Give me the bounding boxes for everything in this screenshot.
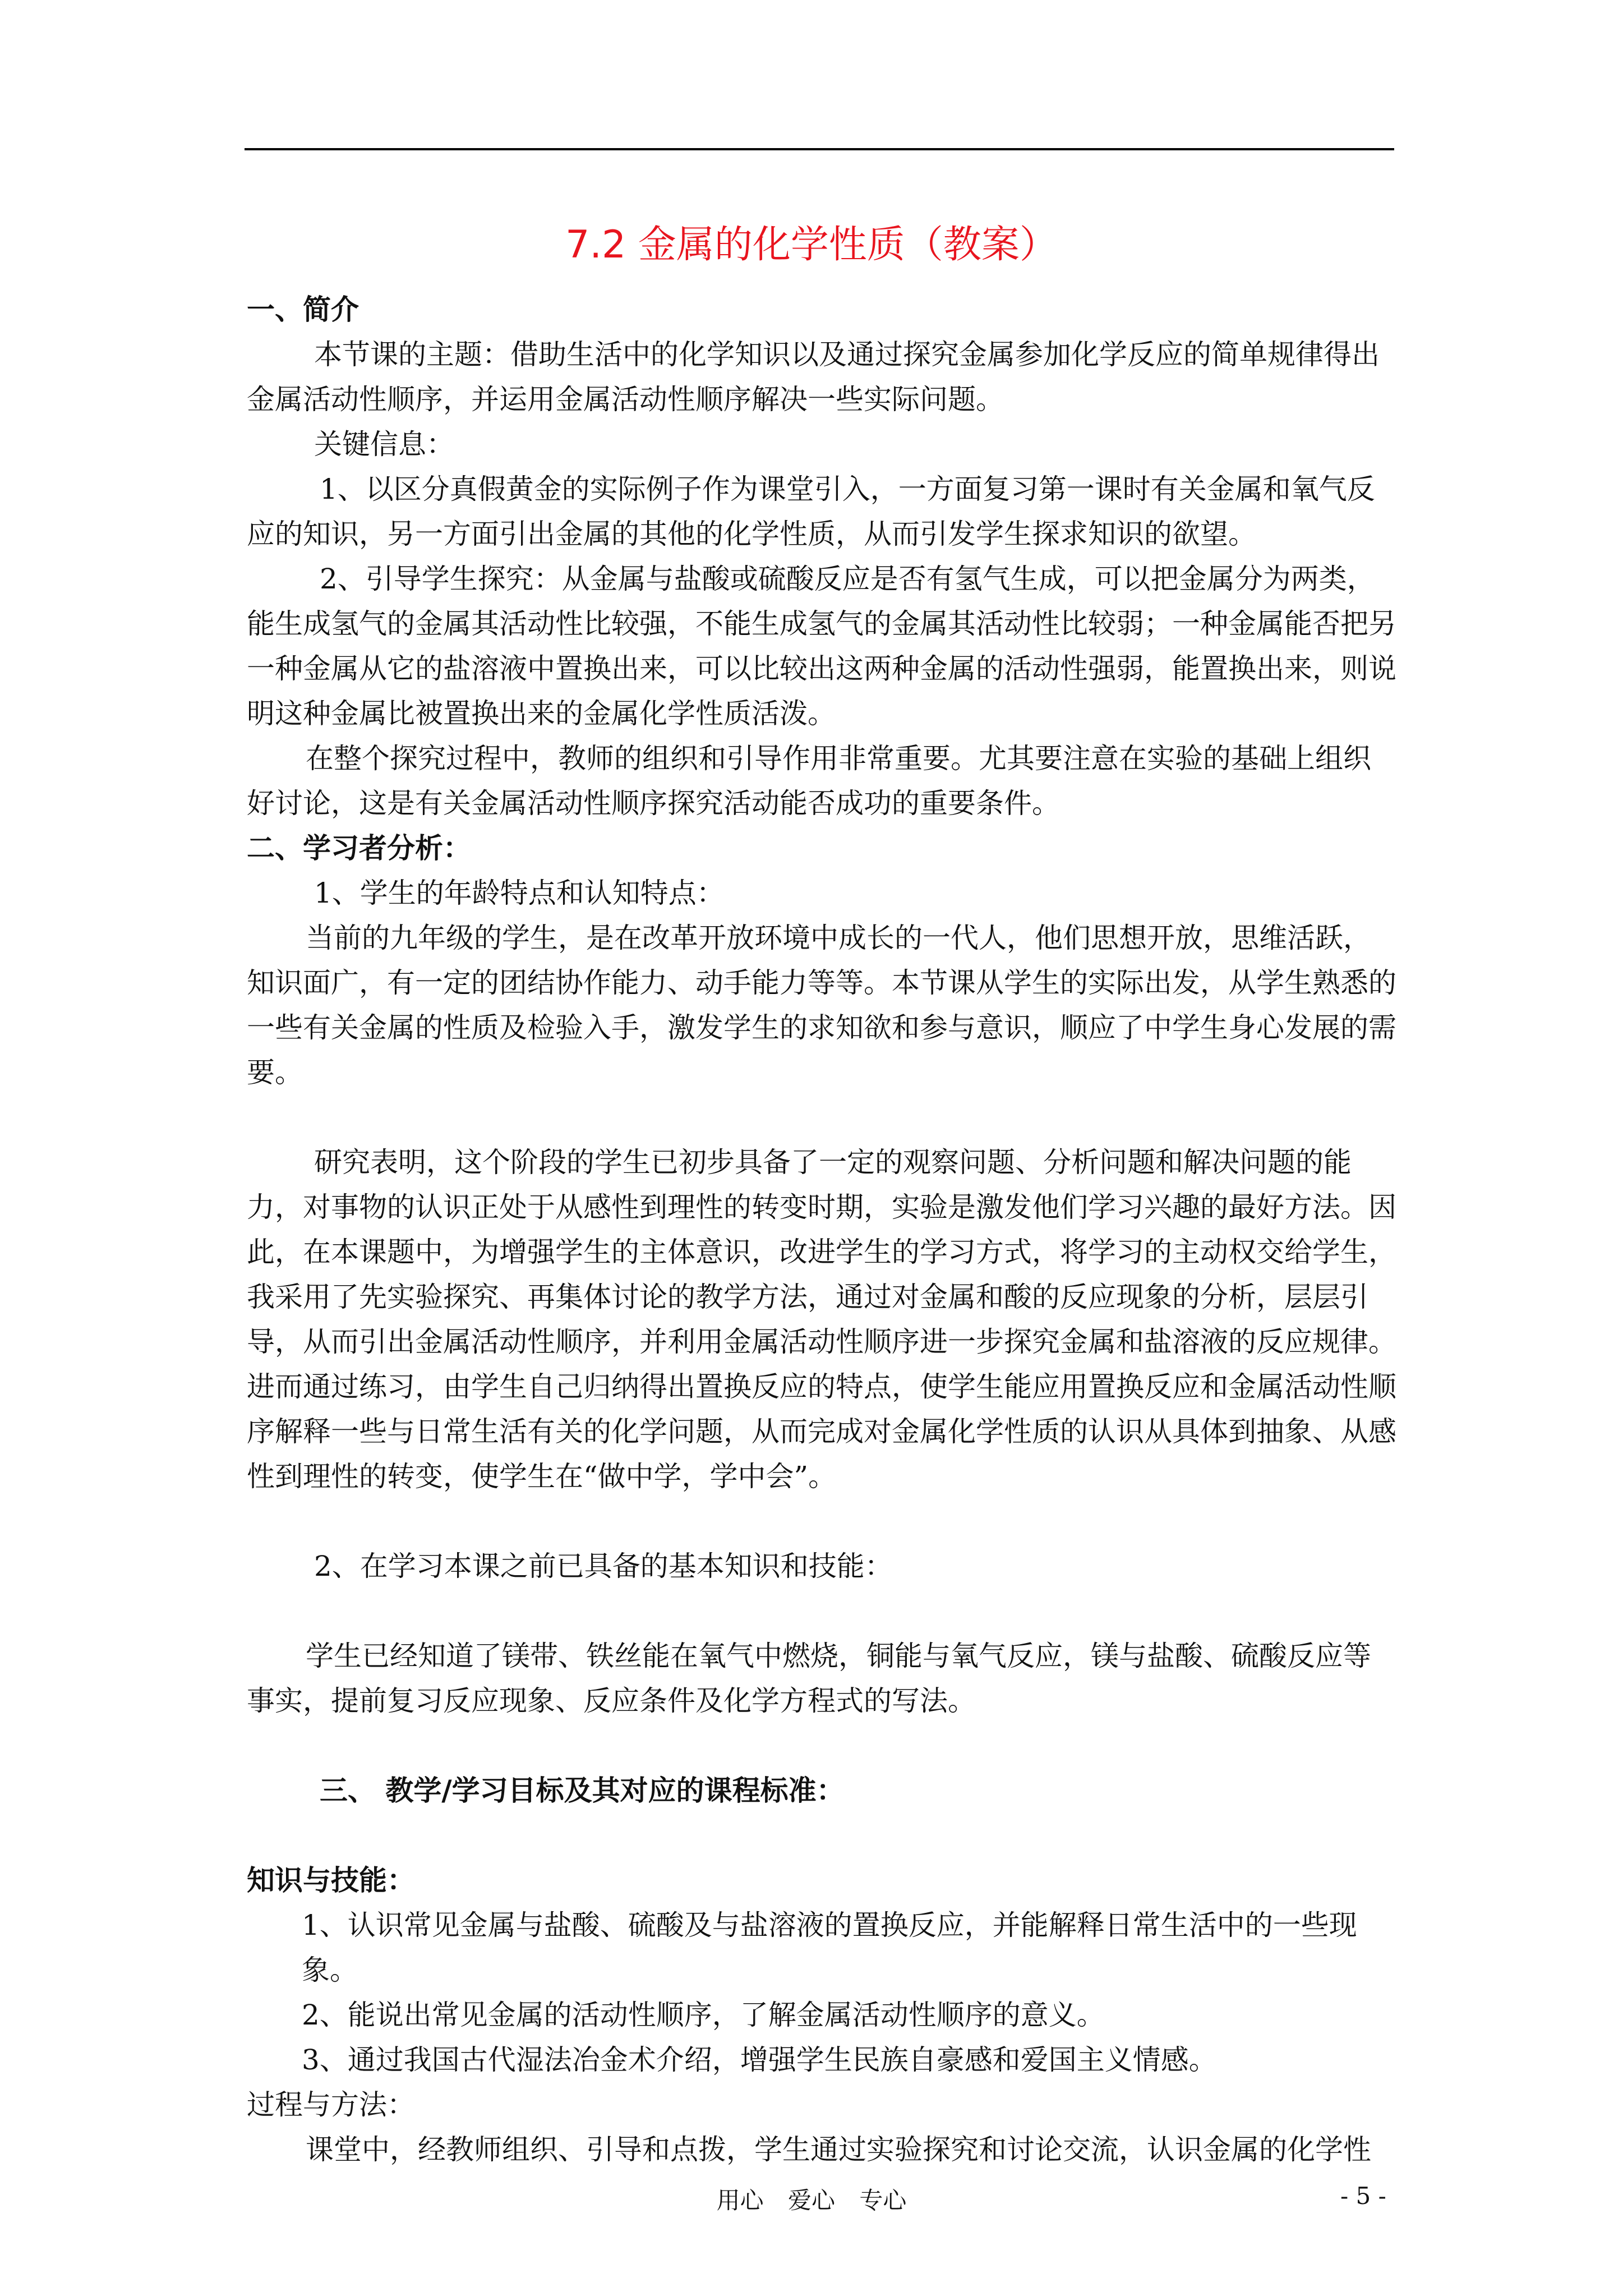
footer-motto: 用心 爱心 专心 bbox=[716, 2187, 907, 2214]
paragraph: 学生已经知道了镁带、铁丝能在氧气中燃烧，铜能与氧气反应，镁与盐酸、硫酸反应等事实，提前复习反应现象、反应条件及化学方程式的写法。 bbox=[247, 1640, 1371, 1717]
paragraph: 当前的九年级的学生，是在改革开放环境中成长的一代人，他们思想开放，思维活跃，知识面广，有一定的团结协作能力、动手能力等等。本节课从学生的实际出发，从学生熟悉的一些有关金属的性质及检验入手，激发学生的求知欲和参与意识，顺应了中学生身心发展的需要。 bbox=[247, 922, 1396, 1089]
list-item: 3、通过我国古代湿法冶金术介绍，增强学生民族自豪感和爱国主义情感。 bbox=[302, 2044, 1217, 2076]
paragraph: 1、以区分真假黄金的实际例子作为课堂引入，一方面复习第一课时有关金属和氧气反应的知识，另一方面引出金属的其他的化学性质，从而引发学生探求知识的欲望。 bbox=[247, 473, 1375, 550]
paragraph: 本节课的主题：借助生活中的化学知识以及通过探究金属参加化学反应的简单规律得出金属活动性顺序，并运用金属活动性顺序解决一些实际问题。 bbox=[247, 338, 1380, 416]
paragraph: 关键信息： bbox=[314, 428, 454, 461]
list-item: 1、认识常见金属与盐酸、硫酸及与盐溶液的置换反应，并能解释日常生活中的一些现象。 bbox=[302, 1909, 1357, 1986]
list-item: 2、能说出常见金属的活动性顺序，了解金属活动性顺序的意义。 bbox=[302, 1999, 1105, 2031]
paragraph: 研究表明，这个阶段的学生已初步具备了一定的观察问题、分析问题和解决问题的能力，对事物的认识正处于从感性到理性的转变时期，实验是激发他们学习兴趣的最好方法。因此，在本课题中，为增强学生的主体意识，改进学生的学习方式，将学习的主动权交给学生，我采用了先实验探究、再集体讨论的教学方法，通过对金属和酸的反应现象的分析，层层引导，从而引出金属活动性顺序，并利用金属活动性顺序进一步探究金属和盐溶液的反应规律。进而通过练习，由学生自己归纳得出置换反应的特点，使学生能应用置换反应和金属活动性顺序解释一些与日常生活有关的化学问题，从而完成对金属化学性质的认识从具体到抽象、从感性到理性的转变，使学生在“做中学，学中会”。 bbox=[247, 1146, 1396, 1493]
subheading-process-methods: 过程与方法： bbox=[247, 2088, 415, 2121]
paragraph: 课堂中，经教师组织、引导和点拨，学生通过实验探究和讨论交流，认识金属的化学性 bbox=[306, 2133, 1371, 2166]
subheading: 2、在学习本课之前已具备的基本知识和技能： bbox=[314, 1550, 893, 1582]
subheading: 1、学生的年龄特点和认知特点： bbox=[314, 877, 725, 909]
page-number: - 5 - bbox=[1340, 2182, 1386, 2210]
paragraph: 在整个探究过程中，教师的组织和引导作用非常重要。尤其要注意在实验的基础上组织好讨论，这是有关金属活动性顺序探究活动能否成功的重要条件。 bbox=[247, 742, 1371, 820]
section-heading-intro: 一、简介 bbox=[247, 293, 359, 326]
page-title: 7.2 金属的化学性质（教案） bbox=[565, 223, 1058, 267]
document-body bbox=[247, 287, 1396, 2172]
subheading-knowledge-skills: 知识与技能： bbox=[247, 1864, 415, 1897]
section-heading-objectives: 三、 教学/学习目标及其对应的课程标准： bbox=[320, 1774, 845, 1807]
paragraph: 2、引导学生探究：从金属与盐酸或硫酸反应是否有氢气生成，可以把金属分为两类，能生成氢气的金属其活动性比较强，不能生成氢气的金属其活动性比较弱；一种金属能否把另一种金属从它的盐溶液中置换出来，可以比较出这两种金属的活动性强弱，能置换出来，则说明这种金属比被置换出来的金属化学性质活泼。 bbox=[247, 563, 1396, 730]
header-rule bbox=[245, 148, 1394, 150]
section-heading-learner-analysis: 二、学习者分析： bbox=[247, 832, 471, 864]
